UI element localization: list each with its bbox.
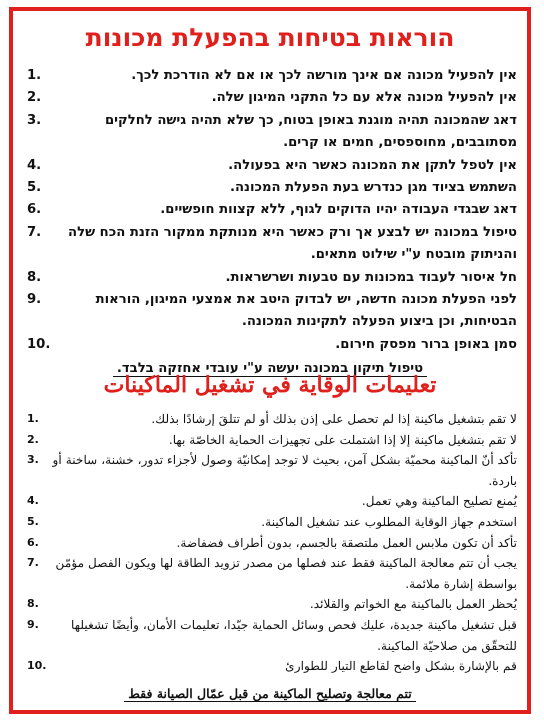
arabic-instruction-number: 7.: [27, 556, 39, 570]
arabic-instruction-text: تأكد أنّ الماكينة محميّة بشكل آمن، بحيث لا توجد إمكانيّة وصول لأجزاء تدور، خشنة، ساخنة أو باردة.: [52, 453, 517, 488]
hebrew-instruction-text: סמן באופן ברור מפסק חירום.: [335, 336, 517, 352]
hebrew-instructions-list: [13, 65, 527, 356]
arabic-instruction-number: 4.: [27, 494, 39, 508]
arabic-instruction-text: تأكد أن تكون ملابس العمل ملتصقة بالجسم، بدون أطراف فضفاضة.: [176, 535, 517, 550]
arabic-instruction-item: [27, 409, 517, 430]
hebrew-section: [13, 21, 527, 380]
hebrew-footer-text: טיפול תיקון במכונה יעשה ע"י עובדי אחזקה בלבד.: [113, 361, 427, 377]
arabic-title: تعليمات الوقاية في تشغيل الماكينات: [103, 372, 437, 398]
arabic-instruction-number: 5.: [27, 514, 39, 528]
hebrew-instruction-item: [27, 289, 517, 334]
arabic-section: [13, 369, 527, 705]
arabic-instruction-item: [27, 512, 517, 533]
arabic-instructions-list: [13, 409, 527, 677]
hebrew-instruction-number: 5.: [27, 180, 42, 196]
hebrew-instruction-item: [27, 267, 517, 289]
hebrew-title: הוראות בטיחות בהפעלת מכונות: [85, 23, 455, 52]
arabic-instruction-number: 10.: [27, 659, 47, 673]
hebrew-instruction-text: אין להפעיל מכונה אם אינך מורשה לכך או אם לא הודרכת לכך.: [131, 68, 517, 83]
hebrew-instruction-number: 6.: [27, 202, 42, 218]
arabic-instruction-text: لا تقم بتشغيل ماكينة إذا لم تحصل على إذن بذلك أو لم تتلقَ إرشادًا بذلك.: [151, 412, 517, 426]
hebrew-instruction-number: 7.: [27, 224, 42, 240]
hebrew-instruction-item: [27, 155, 517, 177]
arabic-instruction-number: 3.: [27, 453, 39, 467]
hebrew-instruction-number: 1.: [27, 68, 42, 83]
hebrew-instruction-item: [27, 222, 517, 267]
hebrew-instruction-item: [27, 334, 517, 356]
hebrew-instruction-number: 10.: [27, 336, 51, 352]
hebrew-instruction-text: דאג שהמכונה תהיה מוגנת באופן בטוח, כך שלא תהיה גישה לחלקים מסתובבים, מחוספסים, חמים או קרים.: [104, 112, 517, 151]
arabic-instruction-text: استخدم جهاز الوقاية المطلوب عند تشغيل الماكينة.: [261, 514, 517, 529]
arabic-instruction-number: 2.: [27, 432, 39, 446]
arabic-instruction-item: [27, 615, 517, 656]
arabic-footer-text: تتم معالجة وتصليح الماكينة من قبل عمّال الصيانة فقط: [124, 686, 415, 702]
safety-sign: [9, 7, 531, 714]
arabic-instruction-number: 6.: [27, 535, 39, 549]
hebrew-instruction-number: 3.: [27, 112, 42, 128]
arabic-instruction-item: [27, 430, 517, 451]
hebrew-instruction-text: טיפול במכונה יש לבצע אך ורק כאשר היא מנותקת ממקור הזנת הכח שלה והניתוק מובטח ע"י שילוט מתאים.: [68, 224, 517, 263]
arabic-footer-note: [13, 683, 527, 705]
arabic-instruction-text: قبل تشغيل ماكينة جديدة، عليك فحص وسائل الحماية جيّدا، تعليمات الأمان، وأيضًا تشغيلها للتحقّق من صلاحيّة الماكينة.: [71, 617, 517, 653]
hebrew-instruction-text: אין לטפל לתקן את המכונה כאשר היא בפעולה.: [228, 157, 517, 173]
hebrew-instruction-item: [27, 87, 517, 109]
hebrew-instruction-text: השתמש בציוד מגן כנדרש בעת הפעלת המכונה.: [229, 180, 517, 196]
hebrew-instruction-text: חל איסור לעבוד במכונות עם טבעות ושרשראות.: [225, 269, 517, 285]
arabic-instruction-item: [27, 656, 517, 677]
arabic-instruction-text: لا تقم بتشغيل ماكينة إلا إذا اشتملت على تجهيزات الحماية الخاصّة بها.: [168, 432, 517, 447]
hebrew-instruction-text: לפני הפעלת מכונה חדשה, יש לבדוק היטב את אמצעי המיגון, הוראות הבטיחות, וכן ביצוע הפעלה לתקינות המכונה.: [95, 292, 517, 330]
arabic-instruction-item: [27, 491, 517, 512]
hebrew-instruction-text: אין להפעיל מכונה אלא עם כל התקני המיגון שלה.: [211, 90, 517, 106]
hebrew-instruction-number: 2.: [27, 90, 42, 106]
arabic-instruction-number: 1.: [27, 412, 39, 425]
arabic-instruction-item: [27, 594, 517, 615]
hebrew-instruction-item: [27, 177, 517, 199]
arabic-instruction-number: 8.: [27, 597, 39, 611]
arabic-instruction-number: 9.: [27, 617, 39, 631]
hebrew-instruction-item: [27, 65, 517, 87]
arabic-instruction-text: يجب أن تتم معالجة الماكينة فقط عند فصلها من مصدر تزويد الطاقة لها ويكون الفصل مؤمّن بواسطة إشارة ملائمة.: [55, 556, 517, 591]
arabic-instruction-item: [27, 533, 517, 554]
arabic-instruction-item: [27, 553, 517, 594]
arabic-instruction-text: يُحظر العمل بالماكينة مع الخواتم والقلائد.: [309, 597, 517, 612]
hebrew-instruction-number: 9.: [27, 292, 42, 308]
arabic-instruction-text: يُمنع تصليح الماكينة وهي تعمل.: [361, 494, 517, 509]
hebrew-instruction-number: 4.: [27, 157, 42, 173]
hebrew-instruction-text: דאג שבגדי העבודה יהיו הדוקים לגוף, ללא קצוות חופשיים.: [160, 202, 517, 218]
hebrew-instruction-item: [27, 110, 517, 155]
arabic-instruction-text: قم بالإشارة بشكل واضح لقاطع التيار للطوارئ: [285, 659, 517, 674]
arabic-instruction-item: [27, 450, 517, 491]
hebrew-instruction-number: 8.: [27, 269, 42, 285]
hebrew-instruction-item: [27, 199, 517, 221]
